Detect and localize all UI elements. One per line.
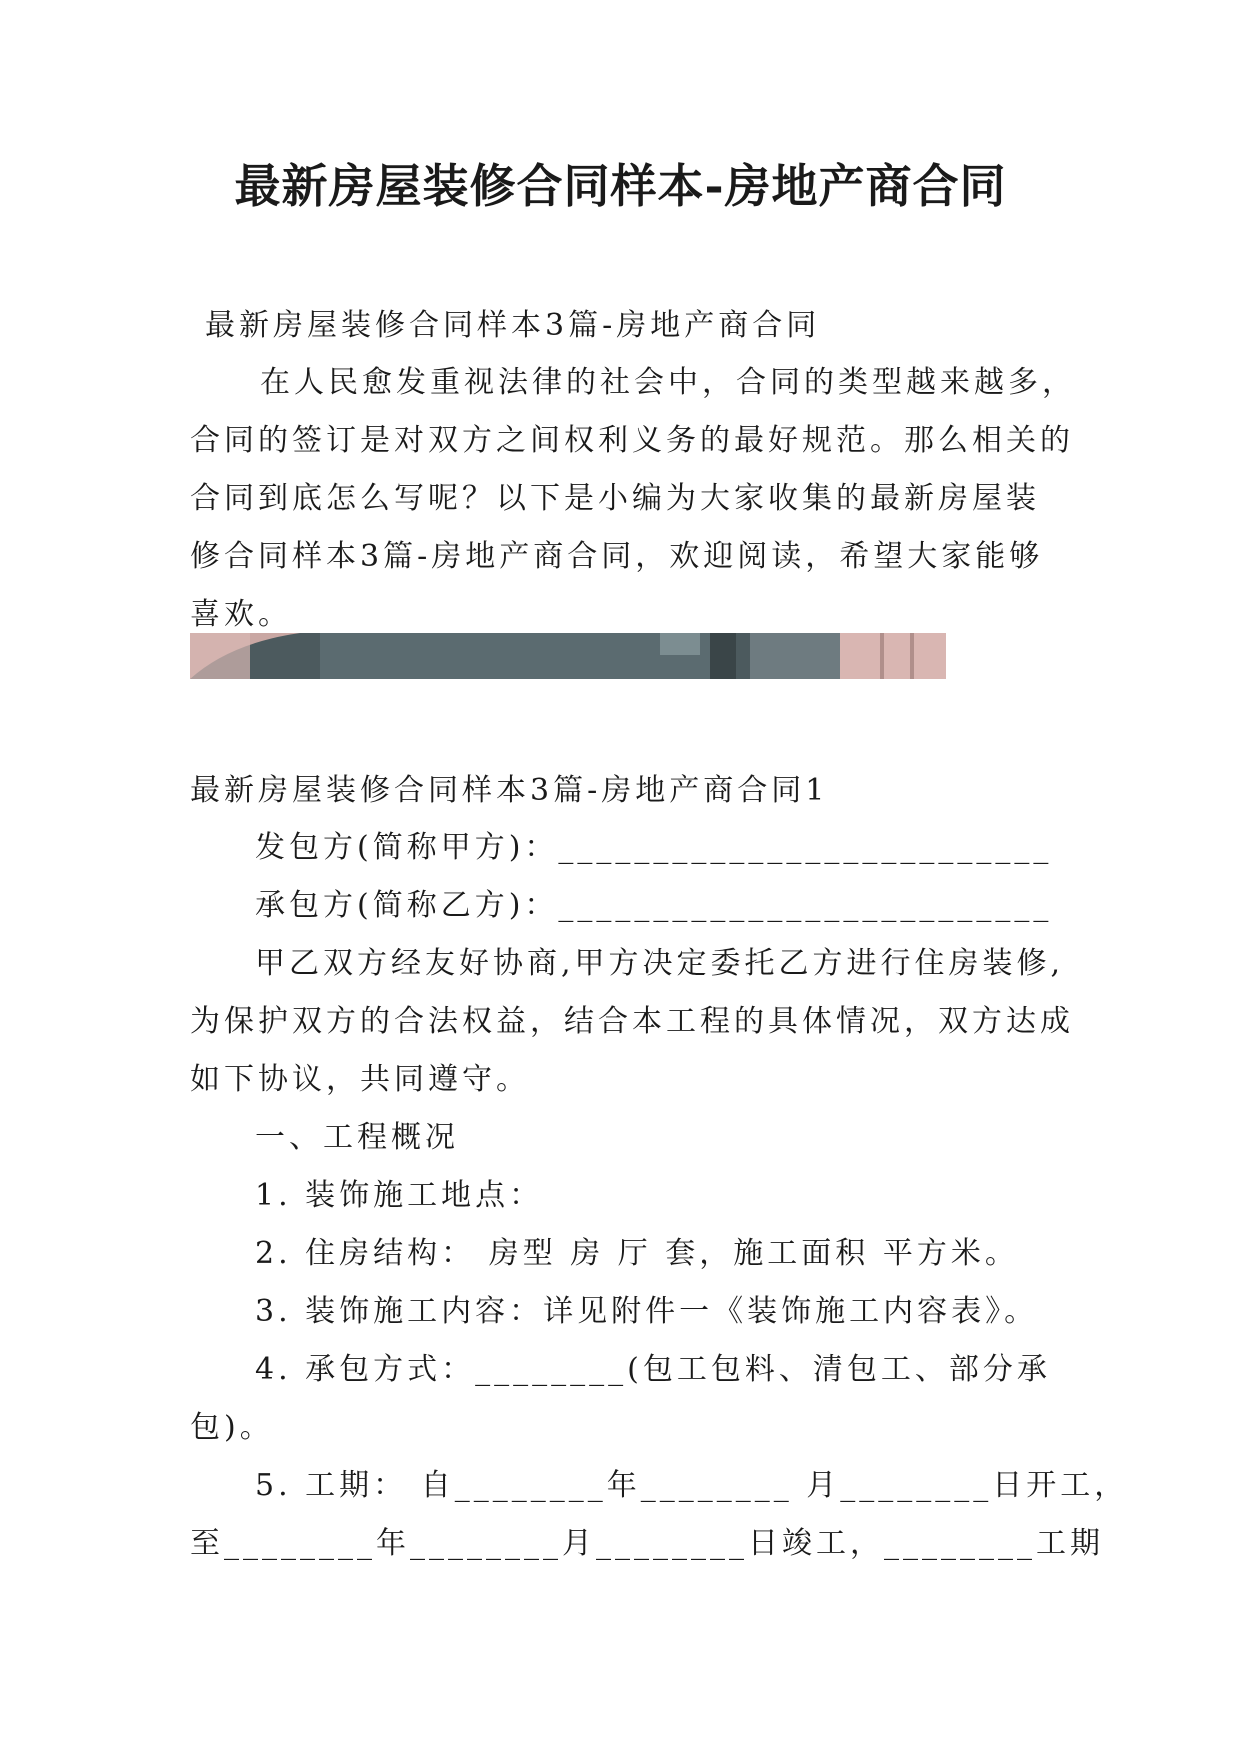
clause-item-5-cont: 至________年________月________日竣工，________工期 <box>190 1526 1104 1561</box>
building-photo-graphic <box>190 633 946 679</box>
building-photo <box>190 633 946 679</box>
clause-item-2: 2. 住房结构： 房型 房 厅 套，施工面积 平方米。 <box>255 1236 1019 1271</box>
agreement-line-2: 为保护双方的合法权益，结合本工程的具体情况，双方达成 <box>190 1004 1074 1039</box>
agreement-line-3: 如下协议，共同遵守。 <box>190 1062 530 1097</box>
intro-line-4: 修合同样本3篇-房地产商合同，欢迎阅读，希望大家能够 <box>190 539 1044 574</box>
section-heading: 最新房屋装修合同样本3篇-房地产商合同1 <box>190 773 829 808</box>
party-b-line: 承包方(简称乙方)：__________________________ <box>255 888 1053 923</box>
intro-line-3: 合同到底怎么写呢？以下是小编为大家收集的最新房屋装 <box>190 481 1040 516</box>
agreement-line-1: 甲乙双方经友好协商,甲方决定委托乙方进行住房装修, <box>255 946 1065 981</box>
clause-item-4: 4. 承包方式：________(包工包料、清包工、部分承 <box>255 1352 1051 1387</box>
subtitle-line: 最新房屋装修合同样本3篇-房地产商合同 <box>205 308 821 343</box>
clause-item-1: 1. 装饰施工地点： <box>255 1178 544 1213</box>
clause-item-3: 3. 装饰施工内容：详见附件一《装饰施工内容表》。 <box>255 1294 1039 1329</box>
party-a-line: 发包方(简称甲方)：__________________________ <box>255 830 1053 865</box>
intro-line-1: 在人民愈发重视法律的社会中，合同的类型越来越多， <box>260 365 1076 400</box>
document-title: 最新房屋装修合同样本-房地产商合同 <box>234 159 1007 213</box>
clause-item-5: 5. 工期： 自________年________ 月________日开工， <box>255 1468 1129 1503</box>
intro-line-5: 喜欢。 <box>190 597 292 632</box>
intro-line-2: 合同的签订是对双方之间权利义务的最好规范。那么相关的 <box>190 423 1074 458</box>
clause-item-4-cont: 包)。 <box>190 1410 274 1445</box>
clause-heading: 一、工程概况 <box>255 1120 459 1155</box>
